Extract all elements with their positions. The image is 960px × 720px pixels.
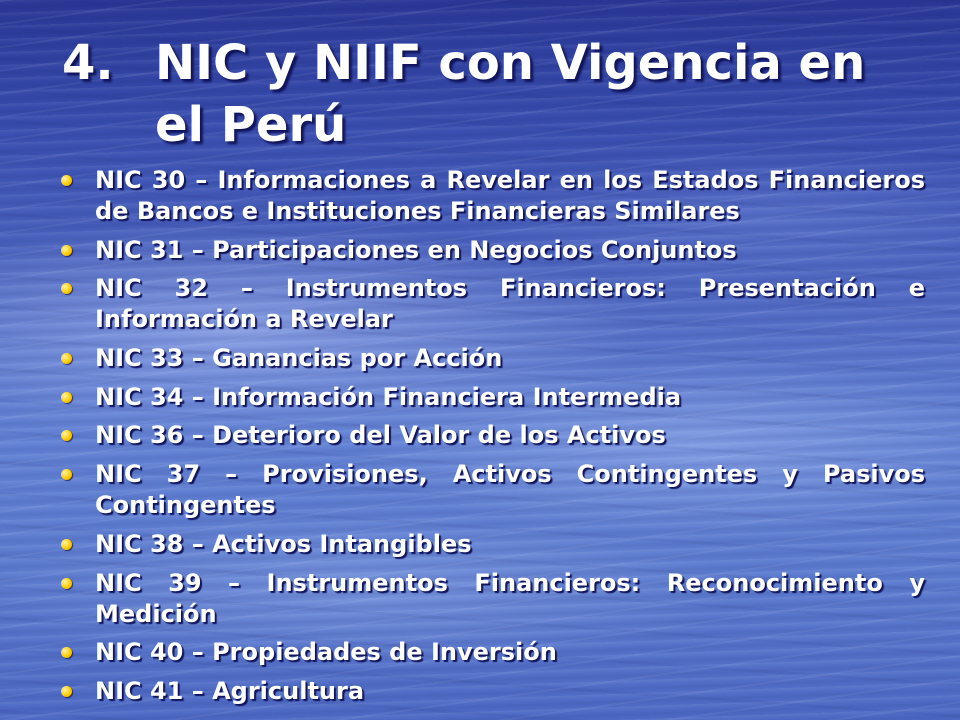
bullet-item-nic-31 bbox=[95, 235, 925, 266]
bullet-text: NIC 40 – Propiedades de Inversión bbox=[95, 638, 557, 667]
title-text: NIC y NIIF con Vigencia en el Perú bbox=[155, 35, 866, 153]
title-number: 4. bbox=[62, 35, 114, 91]
bullet-text: NIC 41 – Agricultura bbox=[95, 676, 365, 705]
bullet-item-nic-41 bbox=[95, 676, 925, 707]
bullet-dot-icon bbox=[61, 392, 72, 403]
bullet-text: NIC 34 – Información Financiera Intermedia bbox=[95, 382, 682, 411]
bullet-text: NIC 36 – Deterioro del Valor de los Activos bbox=[95, 421, 666, 450]
bullet-dot-icon bbox=[61, 283, 72, 294]
bullet-text: NIC 30 – Informaciones a Revelar en los Estados Financieros de Bancos e Instituciones Financieras Similares bbox=[95, 166, 925, 225]
slide-title bbox=[62, 32, 897, 156]
bullet-text: NIC 31 – Participaciones en Negocios Conjuntos bbox=[95, 235, 737, 264]
bullet-dot-icon bbox=[61, 175, 72, 186]
bullet-item-nic-33 bbox=[95, 343, 925, 374]
bullet-dot-icon bbox=[61, 430, 72, 441]
bullet-item-nic-32 bbox=[95, 273, 925, 335]
bullet-item-nic-30 bbox=[95, 165, 925, 227]
bullet-item-nic-37 bbox=[95, 459, 925, 521]
bullet-dot-icon bbox=[61, 353, 72, 364]
bullet-text: NIC 32 – Instrumentos Financieros: Presentación e Información a Revelar bbox=[95, 274, 925, 334]
bullet-dot-icon bbox=[61, 245, 72, 256]
bullet-item-nic-34 bbox=[95, 382, 925, 413]
bullet-list bbox=[95, 165, 925, 707]
bullet-dot-icon bbox=[61, 578, 72, 589]
bullet-dot-icon bbox=[61, 469, 72, 480]
bullet-item-nic-36 bbox=[95, 420, 925, 451]
bullet-text: NIC 33 – Ganancias por Acción bbox=[95, 344, 503, 373]
bullet-dot-icon bbox=[61, 686, 72, 697]
bullet-text: NIC 38 – Activos Intangibles bbox=[95, 529, 472, 558]
bullet-text: NIC 37 – Provisiones, Activos Contingentes y Pasivos Contingentes bbox=[95, 460, 925, 520]
bullet-text: NIC 39 – Instrumentos Financieros: Reconocimiento y Medición bbox=[95, 568, 925, 628]
bullet-item-nic-38 bbox=[95, 529, 925, 560]
bullet-dot-icon bbox=[61, 647, 72, 658]
bullet-item-nic-40 bbox=[95, 637, 925, 668]
bullet-dot-icon bbox=[61, 539, 72, 550]
bullet-item-nic-39 bbox=[95, 568, 925, 630]
